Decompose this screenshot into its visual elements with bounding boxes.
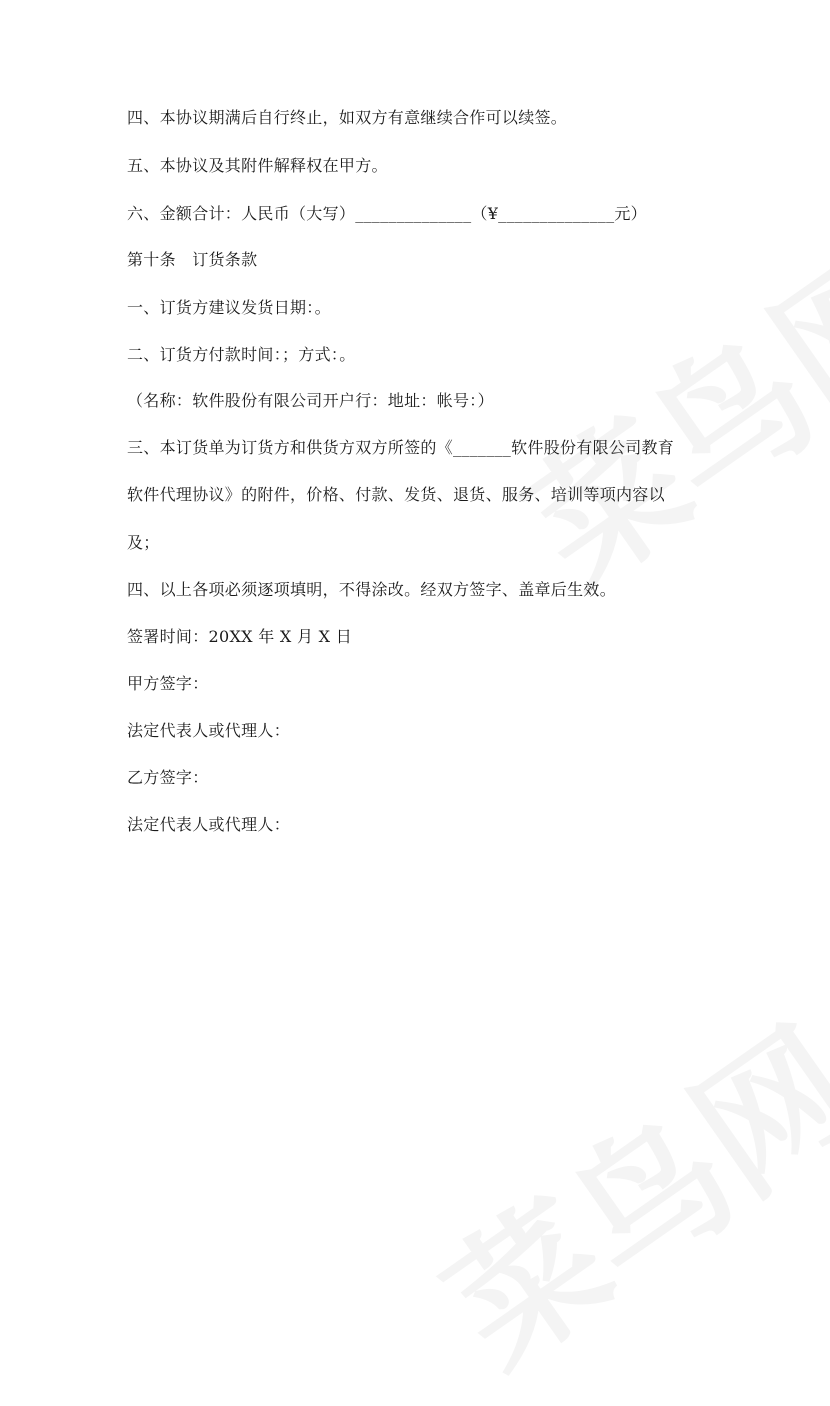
order-ship-date: 一、订货方建议发货日期：。	[127, 298, 331, 317]
party-a-signature: 甲方签字：	[127, 674, 209, 693]
order-attachment-line-2: 软件代理协议》的附件，价格、付款、发货、退货、服务、培训等项内容以	[127, 485, 665, 504]
party-a-representative: 法定代表人或代理人：	[127, 721, 291, 740]
party-b-representative: 法定代表人或代理人：	[127, 815, 291, 834]
watermark	[399, 970, 830, 1405]
bank-info: （名称：软件股份有限公司开户行：地址：帐号：）	[127, 391, 494, 410]
article-heading: 第十条 订货条款	[127, 250, 258, 269]
signing-date: 签署时间：20XX 年 X 月 X 日	[127, 627, 353, 646]
party-b-signature: 乙方签字：	[127, 768, 209, 787]
watermark	[479, 190, 830, 625]
clause-interpretation: 五、本协议及其附件解释权在甲方。	[127, 156, 388, 175]
clause-term-renewal: 四、本协议期满后自行终止，如双方有意继续合作可以续签。	[127, 108, 568, 127]
order-payment-time: 二、订货方付款时间：；方式：。	[127, 345, 356, 364]
order-fill-rules: 四、以上各项必须逐项填明，不得涂改。经双方签字、盖章后生效。	[127, 580, 617, 599]
order-attachment-line-1: 三、本订货单为订货方和供货方双方所签的《_______软件股份有限公司教育	[127, 438, 675, 457]
clause-amount-total: 六、金额合计：人民币（大写）______________（¥______________元）	[127, 204, 647, 223]
order-attachment-line-3: 及；	[127, 533, 160, 552]
